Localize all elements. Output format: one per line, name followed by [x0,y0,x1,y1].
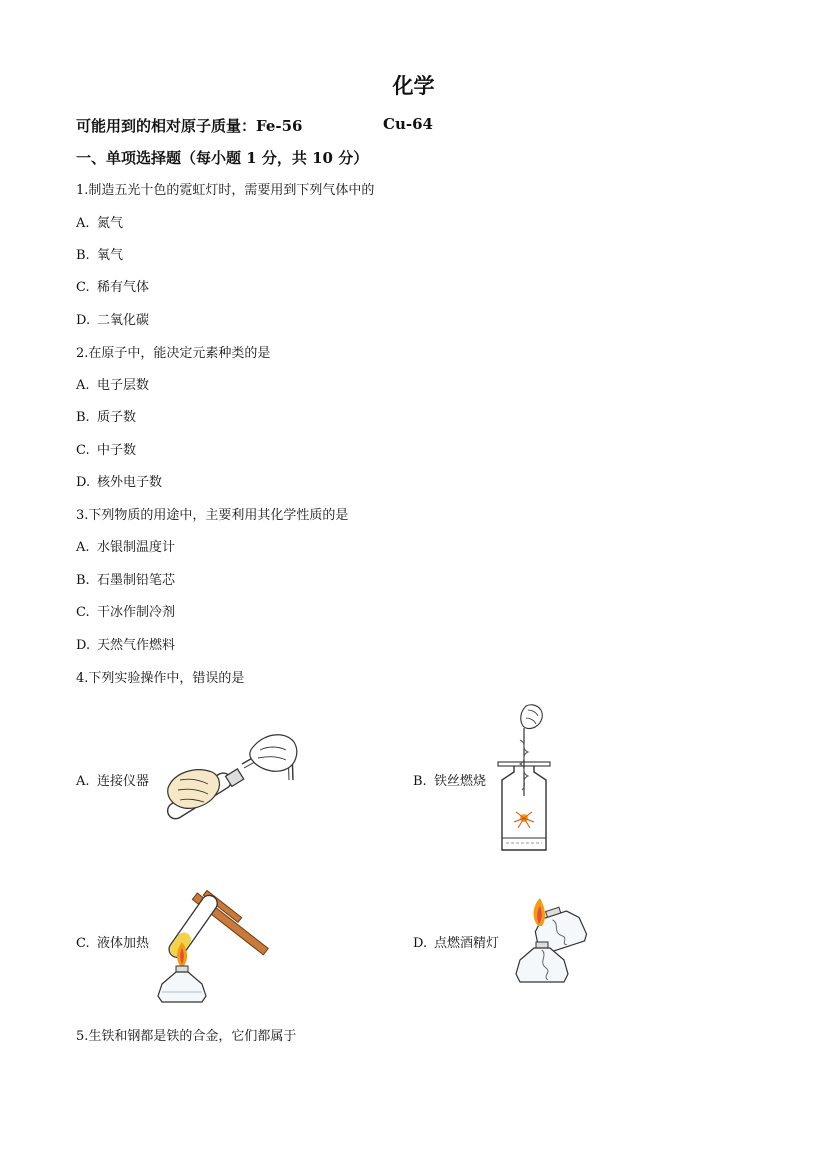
option[interactable]: C. 稀有气体 [76,280,150,295]
option[interactable]: A. 氮气 [76,216,124,231]
lighting-alcohol-lamp-illustration [506,894,592,988]
section-heading: 一、单项选择题（每小题 1 分，共 10 分） [76,149,369,167]
question-stem: 1.制造五光十色的霓虹灯时，需要用到下列气体中的 [76,183,375,198]
option[interactable]: B. 氧气 [76,248,124,263]
question-stem: 3.下列物质的用途中，主要利用其化学性质的是 [76,508,349,523]
figure-option-b[interactable]: B. 铁丝燃烧 [413,774,487,789]
option[interactable]: B. 质子数 [76,410,137,425]
heating-liquid-illustration [152,880,280,1008]
page-title: 化学 [392,74,435,98]
atomic-mass-label: 可能用到的相对原子质量：Fe-56 [76,117,303,135]
option[interactable]: C. 中子数 [76,443,137,458]
question-stem: 4.下列实验操作中，错误的是 [76,671,245,686]
option[interactable]: B. 石墨制铅笔芯 [76,573,176,588]
figure-option-c[interactable]: C. 液体加热 [76,936,150,951]
atomic-mass-cu: Cu-64 [383,115,433,133]
option[interactable]: D. 二氧化碳 [76,313,150,328]
atomic-mass-line [76,115,433,136]
question-stem: 2.在原子中，能决定元素种类的是 [76,346,271,361]
connect-apparatus-illustration [156,728,304,826]
iron-wire-combustion-illustration [494,700,554,854]
figure-option-a[interactable]: A. 连接仪器 [76,774,150,789]
option[interactable]: C. 干冰作制冷剂 [76,605,176,620]
option[interactable]: D. 天然气作燃料 [76,638,176,653]
question-stem: 5.生铁和钢都是铁的合金，它们都属于 [76,1029,297,1044]
option[interactable]: A. 电子层数 [76,378,150,393]
figure-option-d[interactable]: D. 点燃酒精灯 [413,936,500,951]
option[interactable]: D. 核外电子数 [76,475,163,490]
option[interactable]: A. 水银制温度计 [76,540,176,555]
